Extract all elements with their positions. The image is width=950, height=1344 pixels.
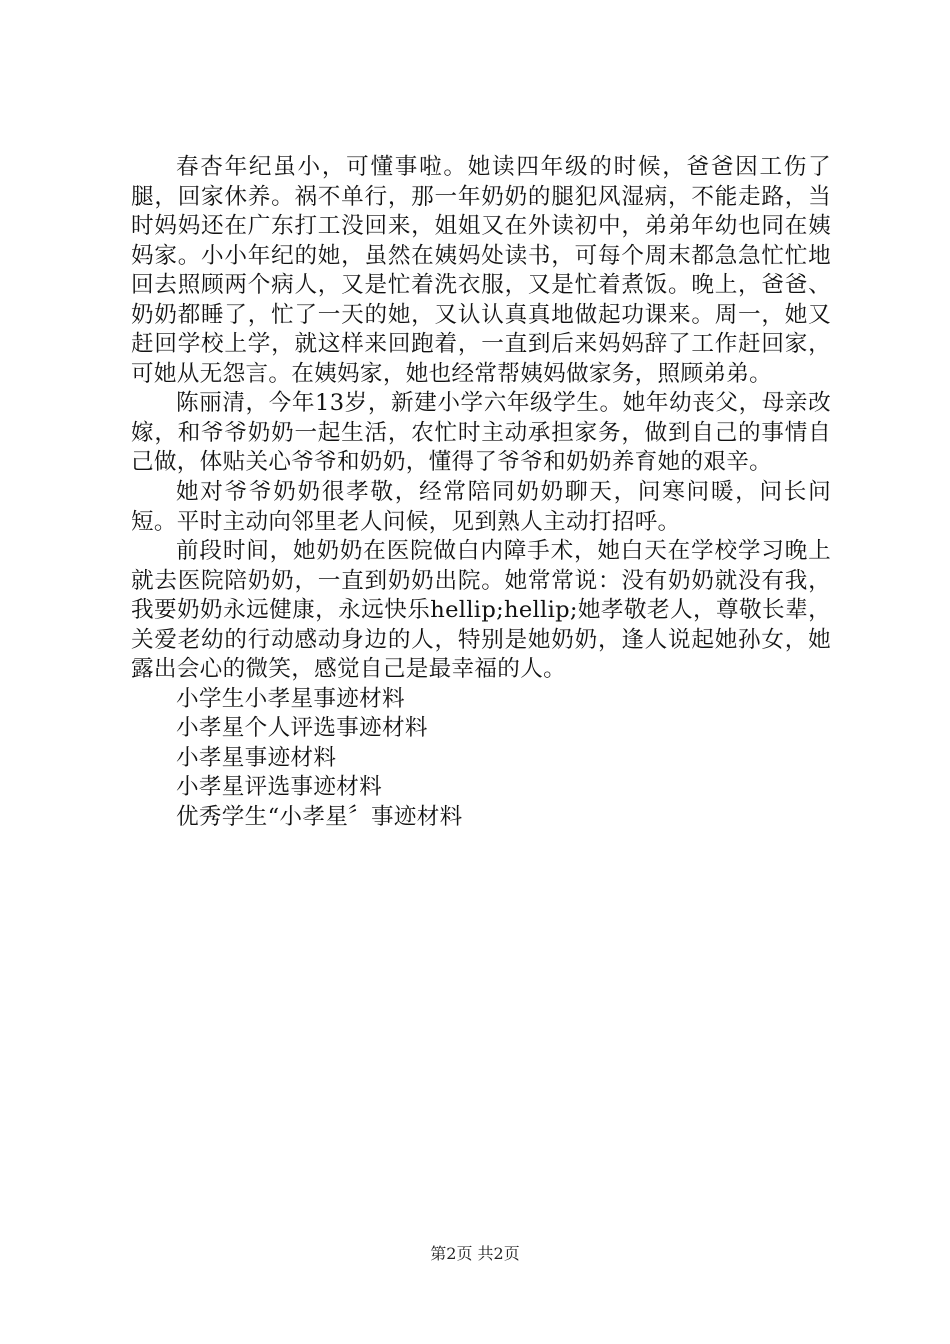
related-title-5: 优秀学生“小孝星〞事迹材料: [176, 804, 463, 831]
related-title-1: 小学生小孝星事迹材料: [176, 685, 405, 712]
paragraph-hospital: 前段时间，她奶奶在医院做白内障手术，她白天在学校学习晚上就去医院陪奶奶，一直到奶奶出院。她常常说：没有奶奶就没有我，我要奶奶永远健康，永远快乐hellip;hellip;她孝敬老人，尊敬长辈，关爱老幼的行动感动身边的人，特别是她奶奶，逢人说起她孙女，她露出会心的微笑，感觉自己是最幸福的人。: [131, 538, 831, 683]
paragraph-chenliqing: 陈丽清，今年13岁，新建小学六年级学生。她年幼丧父，母亲改嫁，和爷爷奶奶一起生活，农忙时主动承担家务，做到自己的事情自己做，体贴关心爷爷和奶奶，懂得了爷爷和奶奶养育她的艰辛。: [131, 390, 831, 476]
paragraph-respect: 她对爷爷奶奶很孝敬，经常陪同奶奶聊天，问寒问暖，问长问短。平时主动向邻里老人问候，见到熟人主动打招呼。: [131, 479, 831, 535]
related-title-3: 小孝星事迹材料: [176, 744, 337, 771]
page-footer: 第2页 共2页: [430, 1244, 520, 1263]
paragraph-chunxing: 春杏年纪虽小，可懂事啦。她读四年级的时候，爸爸因工伤了腿，回家休养。祸不单行，那一年奶奶的腿犯风湿病，不能走路，当时妈妈还在广东打工没回来，姐姐又在外读初中，弟弟年幼也同在姨妈家。小小年纪的她，虽然在姨妈处读书，可每个周末都急急忙忙地回去照顾两个病人，又是忙着洗衣服，又是忙着煮饭。晚上，爸爸、奶奶都睡了，忙了一天的她，又认认真真地做起功课来。周一，她又赶回学校上学，就这样来回跑着，一直到后来妈妈辞了工作赶回家，可她从无怨言。在姨妈家，她也经常帮姨妈做家务，照顾弟弟。: [131, 154, 831, 387]
related-title-2: 小孝星个人评选事迹材料: [176, 715, 428, 742]
document-body: [131, 153, 831, 833]
related-title-4: 小孝星评选事迹材料: [176, 774, 383, 801]
